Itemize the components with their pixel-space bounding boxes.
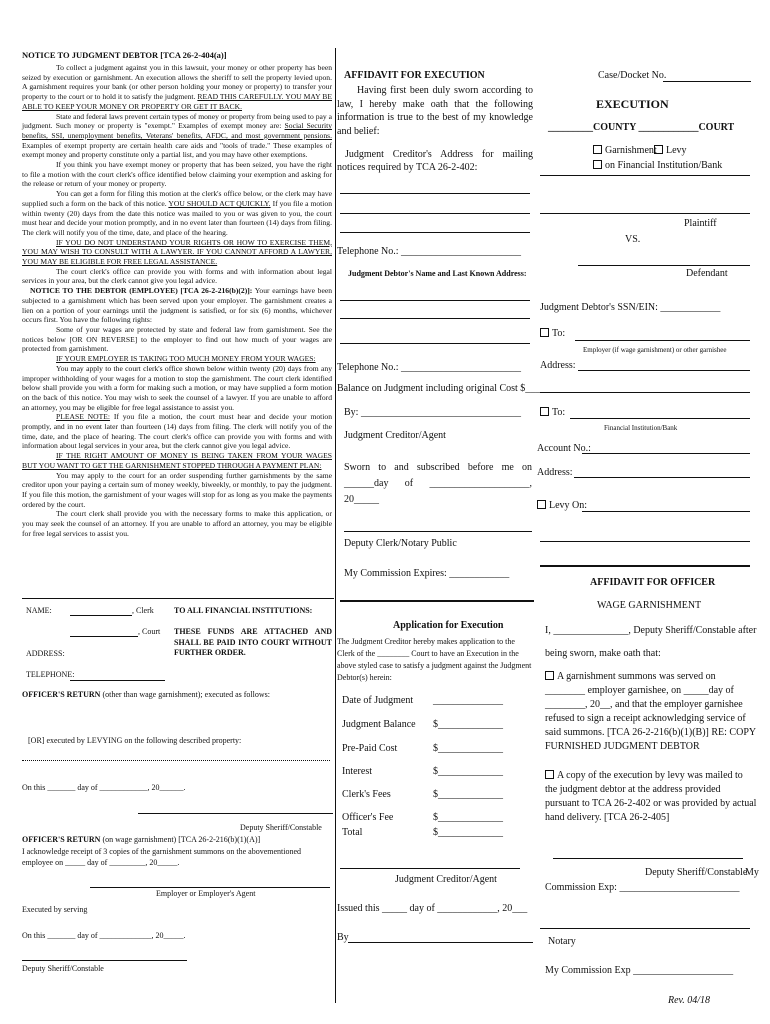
checkbox-icon: [593, 145, 602, 154]
acknowledge-text: I acknowledge receipt of 3 copies of the garnishment summons on the abovementioned employee on _____ day of _________, 20_____.: [22, 847, 302, 867]
application-title: Application for Execution: [393, 620, 504, 631]
account-no-label: Account No.:: [537, 443, 591, 454]
garnishment-check[interactable]: Garnishment: [593, 145, 657, 157]
telephone-1: Telephone No.: ________________________: [337, 246, 522, 257]
affidavit-officer-title: AFFIDAVIT FOR OFFICER: [590, 577, 716, 588]
employer-note: Employer (if wage garnishment) or other garnishee: [583, 346, 727, 354]
levy-on-check[interactable]: Levy On:: [537, 500, 587, 512]
officers-return-1: OFFICER'S RETURN (other than wage garnishment); executed as follows:: [22, 690, 270, 699]
levying-text: [OR] executed by LEVYING on the following described property:: [28, 736, 242, 745]
executed-serving: Executed by serving: [22, 905, 88, 914]
by-2: By: [337, 932, 349, 943]
deputy-sheriff-1: Deputy Sheriff/Constable: [240, 823, 322, 832]
name-label: NAME:: [26, 606, 52, 615]
plaintiff-label: Plaintiff: [684, 218, 717, 229]
checkbox-icon: [540, 407, 549, 416]
app-row-value[interactable]: $_____________: [433, 789, 503, 800]
app-row-label: Officer's Fee: [342, 812, 394, 823]
my-commission: My Commission Exp ____________________: [545, 965, 734, 976]
app-row-value[interactable]: $_____________: [433, 812, 503, 823]
funds-notice: THESE FUNDS ARE ATTACHED AND SHALL BE PAID INTO COURT WITHOUT FURTHER ORDER.: [174, 627, 332, 657]
by-1: By: ________________________________: [344, 407, 521, 418]
address-label: ADDRESS:: [26, 649, 65, 658]
divider: [22, 598, 334, 599]
sworn-text: Sworn to and subscribed before me on ______day of ____________________, 20_____: [344, 462, 532, 505]
debtor-name-label: Judgment Debtor's Name and Last Known Address:: [348, 269, 527, 278]
checkbox-icon: [537, 500, 546, 509]
option-2-text[interactable]: A copy of the execution by levy was mailed to the judgment debtor at the address provided pursuant to TCA 26-2-402 or was provided by actual hand delivery. [TCA 26-2-405]: [545, 770, 757, 823]
county-court: _________COUNTY ____________COURT: [548, 122, 735, 133]
deputy-sheriff-sig: Deputy Sheriff/Constable: [645, 867, 748, 878]
commission-1: My Commission Expires: ____________: [344, 568, 510, 579]
app-row-label: Pre-Paid Cost: [342, 743, 398, 754]
affidavit-text: Having first been duly sworn according to law, I hereby make oath that the following information is true to the best of my knowledge and belief:: [337, 85, 533, 137]
all-institutions: TO ALL FINANCIAL INSTITUTIONS:: [174, 606, 313, 615]
on-fin-check[interactable]: on Financial Institution/Bank: [593, 160, 722, 172]
my-label: My: [745, 867, 759, 878]
officers-return-2: OFFICER'S RETURN (on wage garnishment) [TCA 26-2-216(b)(1)(A)]: [22, 835, 261, 844]
address-1-label: Address:: [540, 360, 576, 371]
telephone-label: TELEPHONE:: [26, 670, 75, 679]
defendant-label: Defendant: [686, 268, 728, 279]
app-row-label: Clerk's Fees: [342, 789, 391, 800]
balance-label: Balance on Judgment including original Cost $__________: [337, 383, 576, 394]
app-row-label: Interest: [342, 766, 372, 777]
checkbox-icon: [545, 770, 554, 779]
deputy-clerk: Deputy Clerk/Notary Public: [344, 538, 457, 549]
app-row-value[interactable]: $_____________: [433, 743, 503, 754]
app-row-label: Date of Judgment: [342, 695, 414, 706]
deputy-after: I, _______________, Deputy Sheriff/Constable after: [545, 625, 757, 636]
employer-agent: Employer or Employer's Agent: [156, 889, 256, 898]
clerk-label: , Clerk: [132, 606, 154, 615]
wage-garnishment-title: WAGE GARNISHMENT: [597, 600, 702, 611]
vs-label: VS.: [625, 234, 641, 245]
app-row-value[interactable]: $_____________: [433, 719, 503, 730]
app-row-value[interactable]: $_____________: [433, 827, 503, 838]
notice-debtor-title: NOTICE TO JUDGMENT DEBTOR [TCA 26-2-404(a)]: [22, 50, 227, 60]
app-row-label: Total: [342, 827, 363, 838]
affidavit-title: AFFIDAVIT FOR EXECUTION: [344, 70, 485, 81]
checkbox-icon: [540, 328, 549, 337]
case-docket-label: Case/Docket No.: [598, 70, 667, 81]
being-sworn: being sworn, make oath that:: [545, 648, 661, 659]
telephone-2: Telephone No.: ________________________: [337, 362, 522, 373]
app-row-value[interactable]: $_____________: [433, 766, 503, 777]
execution-title: EXECUTION: [596, 97, 669, 111]
notice-debtor-text: To collect a judgment against you in this lawsuit, your money or other property has been seized by execution or garnishment. An execution allows the sheriff to sell the property levied upon. A garnishment requires your bank (or other person holding your money or property) to transfer your property to the court or to hold it to satisfy the judgment. READ THIS CAREFULLY. YOU MAY BE ABLE TO KEEP YOUR MONEY OR PROPERTY OR GET IT BACK. State and federal laws prevent certain types of money or property from being used to pay a judgment. Such money or property is "exempt." Examples of exempt money are: Social Security benefits, SSI, unemployment benefits, Veterans' benefits, AFDC, and most government pensions. Examples of exempt property are certain health care aids and "tools of trade." These examples of exempt money and property constitute only a partial list, and you may have other exemptions. If you think you have exempt money or property that has been seized, you have the right to file a motion with the court clerk's office identified below claiming your exemption and asking for the release or return of your money or property. You can get a form for filing this motion at the clerk's office below, or the clerk may have supplied such a form on the back of this notice. YOU SHOULD ACT QUICKLY. If you file a motion within twenty (20) days from the date this notice was mailed to you or was given to you, the court must hear and decide your motion promptly, and in no event later than fourteen (14) days from filing. The clerk will notify you of the time, date, and place of the hearing. IF YOU DO NOT UNDERSTAND YOUR RIGHTS OR HOW TO EXERCISE THEM, YOU MAY WISH TO CONSULT WITH A LAWYER. IF YOU CANNOT AFFORD A LAWYER, YOU MAY BE ELIGIBLE FOR FREE LEGAL ASSISTANCE. The court clerk's office can provide you with forms and with information about legal services in your area, but the clerk cannot give you legal advice. NOTICE TO THE DEBTOR (EMPLOYEE) [TCA 26-2-216(b)(2)]: Your earnings have been subjected to a garnishment which has been served upon your employer. The garnishment creates a lien on a portion of your earnings until the judgment is satisfied, or for six (6) months, whichever occurs first. You have the following rights: Some of your wages are protected by state and federal law from garnishment. See the notices below [OR ON REVERSE] to the employer to find out how much of your wages are protected from garnishment. IF YOUR EMPLOYER IS TAKING TOO MUCH MONEY FROM YOUR WAGES: You may apply to the court clerk's office shown below within twenty (20) days from any improper withholding of your wages for a motion to stop the garnishment. The court clerk identified below shall provide you with a form for making such a motion, or may have supplied a form motion on the back of this notice. You may wish to seek the counsel of a lawyer. If you are unable to afford an attorney, you may be eligible for free legal assistance to assist you. PLEASE NOTE: If you file a motion, the court must hear and decide your motion promptly, and in no event later than fourteen (14) days from filing. The clerk will notify you of the time, date, and the place of hearing. The court clerk's office can provide you with forms and with information about legal services in your area, but the clerk cannot give you legal advice. IF THE RIGHT AMOUNT OF MONEY IS BEING TAKEN FROM YOUR WAGES BUT YOU WANT TO GET THE GARNISHMENT STOPPED THROUGH A PAYMENT PLAN: You may apply to the court for an order suspending further garnishments by the same creditor upon your paying a certain sum of money weekly, biweekly, or monthly, to pay the judgment. If you file this motion, the garnishment of your wages will stop for as long as you make the payments ordered by the court. The court clerk shall provide you with the necessary forms to make this application, or you may seek the counsel of an attorney. If you are unable to afford an attorney, you may be eligible for free legal services to assist you.: [22, 63, 332, 538]
option-1-text[interactable]: A garnishment summons was served on ________ employer garnishee, on _____day of ________, 20__, and that the employer garnishee refused to sign a receipt acknowledging service of said summons. [TCA 26-2-216(b)(1)(B)] RE: COPY FURNISHED JUDGMENT DEBTOR: [545, 671, 756, 752]
fin-inst-note: Financial Institution/Bank: [604, 424, 678, 432]
issued-label: Issued this _____ day of ____________, 20___: [337, 903, 528, 914]
application-text: The Judgment Creditor hereby makes application to the Clerk of the ________ Court to have an Execution in the above styled case to satisfy a judgment against the Judgment Debtor(s) herein:: [337, 637, 532, 682]
creditor-address-label: Judgment Creditor's Address for mailing notices required by TCA 26-2-402:: [337, 149, 533, 173]
checkbox-icon: [654, 145, 663, 154]
judgment-creditor-agent-2: Judgment Creditor/Agent: [395, 874, 497, 885]
to-2-check[interactable]: To:: [540, 407, 565, 419]
levy-check[interactable]: Levy: [654, 145, 687, 157]
checkbox-icon: [545, 671, 554, 680]
judgment-creditor-agent: Judgment Creditor/Agent: [344, 430, 446, 441]
app-row-value[interactable]: ______________: [433, 695, 503, 706]
app-row-label: Judgment Balance: [342, 719, 416, 730]
address-2-label: Address:: [537, 467, 573, 478]
revision-label: Rev. 04/18: [668, 995, 711, 1006]
to-1-check[interactable]: To:: [540, 328, 565, 340]
on-this-2: On this _______ day of _____________, 20_____.: [22, 931, 186, 940]
on-this-1: On this _______ day of ____________, 20______.: [22, 783, 186, 792]
checkbox-icon: [593, 160, 602, 169]
deputy-sheriff-2: Deputy Sheriff/Constable: [22, 964, 104, 973]
ssn-label: Judgment Debtor's SSN/EIN: ____________: [540, 302, 721, 313]
court-label: , Court: [138, 627, 161, 636]
commission-exp: Commission Exp: ________________________: [545, 882, 740, 893]
notary-label: Notary: [548, 936, 576, 947]
column-divider: [335, 48, 336, 1003]
